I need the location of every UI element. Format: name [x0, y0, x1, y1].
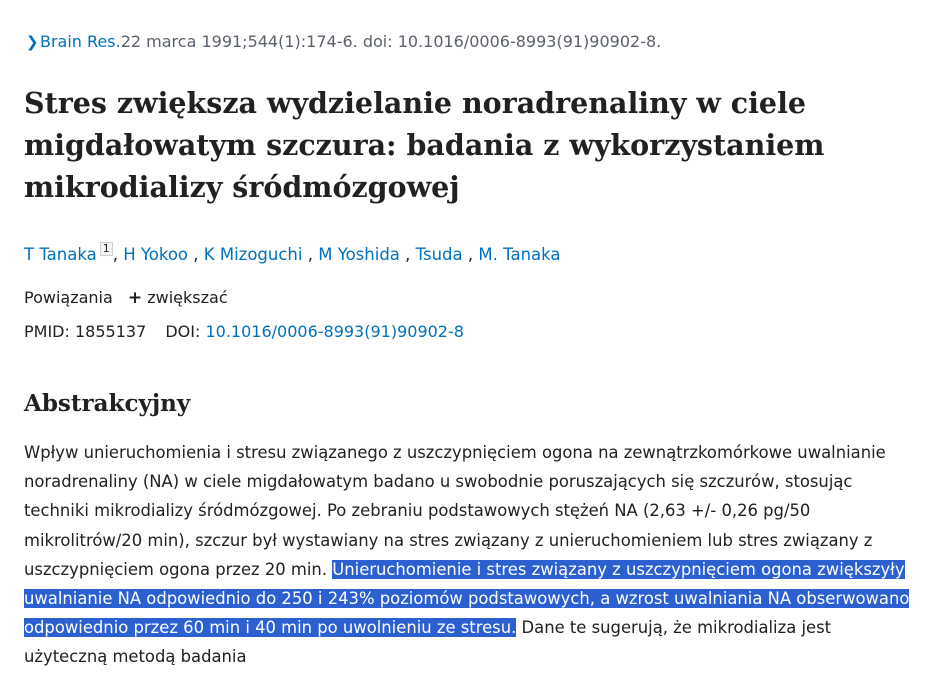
author-link[interactable]: K Mizoguchi: [203, 245, 303, 264]
author-separator: ,: [405, 245, 411, 264]
doi-link[interactable]: 10.1016/0006-8993(91)90902-8: [205, 322, 464, 341]
doi-label: DOI:: [165, 322, 201, 341]
abstract-text: [24, 438, 916, 672]
author-separator: ,: [193, 245, 199, 264]
author-separator: ,: [307, 245, 313, 264]
expand-label: zwiększać: [147, 288, 228, 307]
selected-text: Unieruchomienie i stres związany z uszczypnięciem ogona zwiększyły uwalnianie NA odpowiednio do 250 i 243% poziomów podstawowych, a wzrost uwalniania NA obserwowano odpowiednio przez 60 min i 40 min po uwolnieniu ze stresu.: [24, 559, 910, 638]
author-link[interactable]: M Yoshida: [318, 245, 400, 264]
author-separator: ,: [467, 245, 474, 264]
author-list: [24, 242, 561, 266]
pmid-label: PMID:: [24, 322, 70, 341]
affiliations-row: [24, 288, 228, 308]
author-link[interactable]: T Tanaka: [24, 245, 97, 264]
abstract-text-start: Wpływ unieruchomienia i stresu związanego z uszczypnięciem ogona na zewnątrzkomórkowe uwalnianie noradrenaliny (NA) w ciele migdałowatym badano u swobodnie poruszających się szczurów, stosując techniki mikrodializy śródmózgowej. Po zebraniu podstawowych stężeń NA (2,63 +/- 0,26 pg/50 mikrolitrów/20 min), szczur był wystawiany na stres związany z unieruchomieniem lub stres związany z uszczypnięciem ogona przez 20 min.: [24, 443, 886, 579]
citation-details: 22 marca 1991;544(1):174-6. doi: 10.1016/0006-8993(91)90902-8.: [120, 32, 662, 51]
author-link[interactable]: M. Tanaka: [478, 245, 561, 264]
abstract-heading: Abstrakcyjny: [24, 390, 191, 417]
plus-icon: +: [127, 288, 143, 308]
pmid-value: 1855137: [74, 322, 147, 341]
abstract-text-end: Dane te sugerują, że mikrodializa jest użyteczną metodą badania: [24, 618, 832, 667]
author-link[interactable]: H Yokoo: [123, 245, 189, 264]
affiliation-ref[interactable]: 1: [100, 242, 113, 256]
author-link[interactable]: Tsuda: [415, 245, 463, 264]
citation-line: [26, 32, 661, 52]
chevron-right-icon: ❯: [26, 33, 39, 51]
author-separator: ,: [112, 245, 118, 264]
affiliations-expand-button[interactable]: [118, 288, 228, 307]
article-title: Stres zwiększa wydzielanie noradrenaliny w ciele migdałowatym szczura: badania z wykorzystaniem mikrodializy śródmózgowej: [24, 86, 825, 204]
affiliations-label: Powiązania: [24, 288, 113, 307]
identifiers-row: [24, 322, 464, 342]
journal-link[interactable]: Brain Res.: [40, 32, 121, 51]
